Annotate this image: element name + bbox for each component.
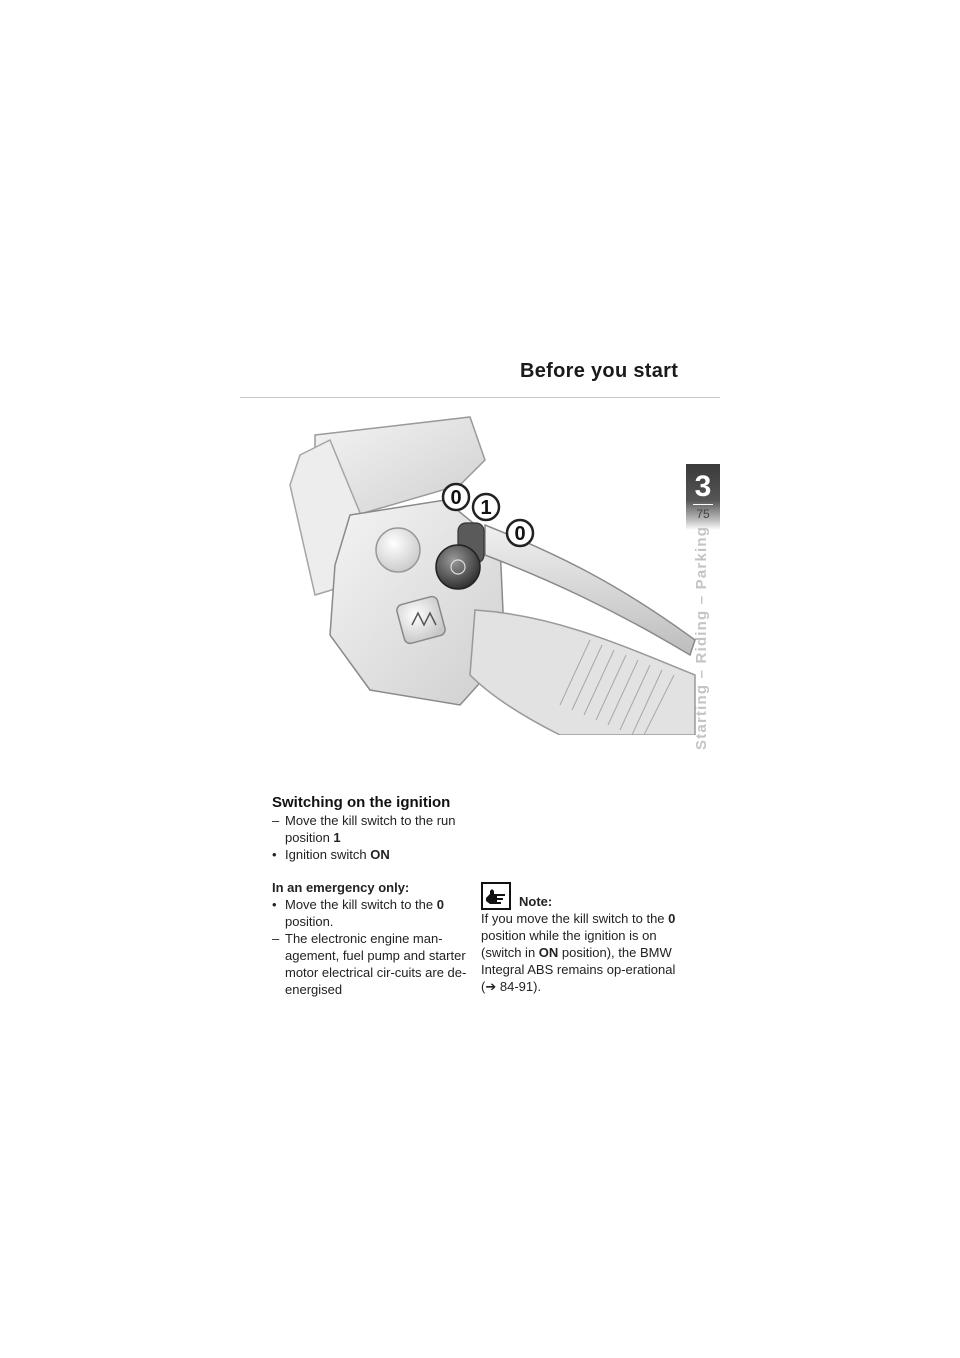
page-number: 75	[696, 507, 710, 521]
list-item	[272, 930, 472, 998]
list-item-tail: position.	[285, 914, 334, 929]
list-marker: •	[272, 847, 277, 862]
page-reference: 84-91).	[496, 979, 542, 994]
note-body	[481, 910, 686, 995]
list-item-strong: 0	[436, 897, 444, 912]
list-marker: –	[272, 931, 280, 946]
svg-text:1: 1	[480, 497, 492, 519]
list-item-text: Ignition switch	[285, 847, 371, 862]
svg-text:0: 0	[450, 487, 462, 509]
section-side-label: Starting – Riding – Parking	[693, 525, 710, 750]
callout-0-right	[507, 520, 533, 546]
note-hand-icon	[481, 882, 511, 910]
page-title: Before you start	[520, 360, 679, 382]
section-heading: Switching on the ignition	[272, 794, 451, 811]
instructions-column	[272, 794, 472, 998]
emergency-heading: In an emergency only:	[272, 880, 410, 895]
note-strong: ON	[538, 945, 559, 960]
list-item-text: Move the kill switch to the	[285, 897, 437, 912]
note-column	[481, 878, 686, 995]
note-text: If you move the kill switch to the	[481, 911, 669, 926]
callout-1	[473, 494, 499, 520]
page-reference-arrow-icon: ➔	[485, 979, 497, 994]
note-strong: 0	[668, 911, 676, 926]
note-text: position while the ignition is on (switch in	[481, 928, 657, 960]
svg-text:0: 0	[514, 523, 526, 545]
note-title: Note:	[519, 894, 553, 909]
list-item-text: Move the kill switch to the run position	[285, 813, 456, 845]
list-item-text: The electronic engine man-agement, fuel pump and starter motor electrical cir-cuits are de-energised	[285, 931, 467, 997]
list-item	[272, 846, 472, 863]
list-marker: •	[272, 897, 277, 912]
chapter-number: 3	[694, 470, 712, 503]
handlebar-switch-illustration	[260, 405, 700, 735]
list-item-strong: ON	[370, 847, 390, 862]
note-text: position), the BMW Integral ABS remains op-erational (	[481, 945, 676, 994]
callout-0-left	[443, 484, 469, 510]
list-item	[272, 896, 472, 930]
list-item	[272, 812, 472, 846]
header-divider	[240, 397, 720, 398]
list-item-strong: 1	[333, 830, 341, 845]
list-marker: –	[272, 813, 280, 828]
note-header	[481, 878, 686, 910]
